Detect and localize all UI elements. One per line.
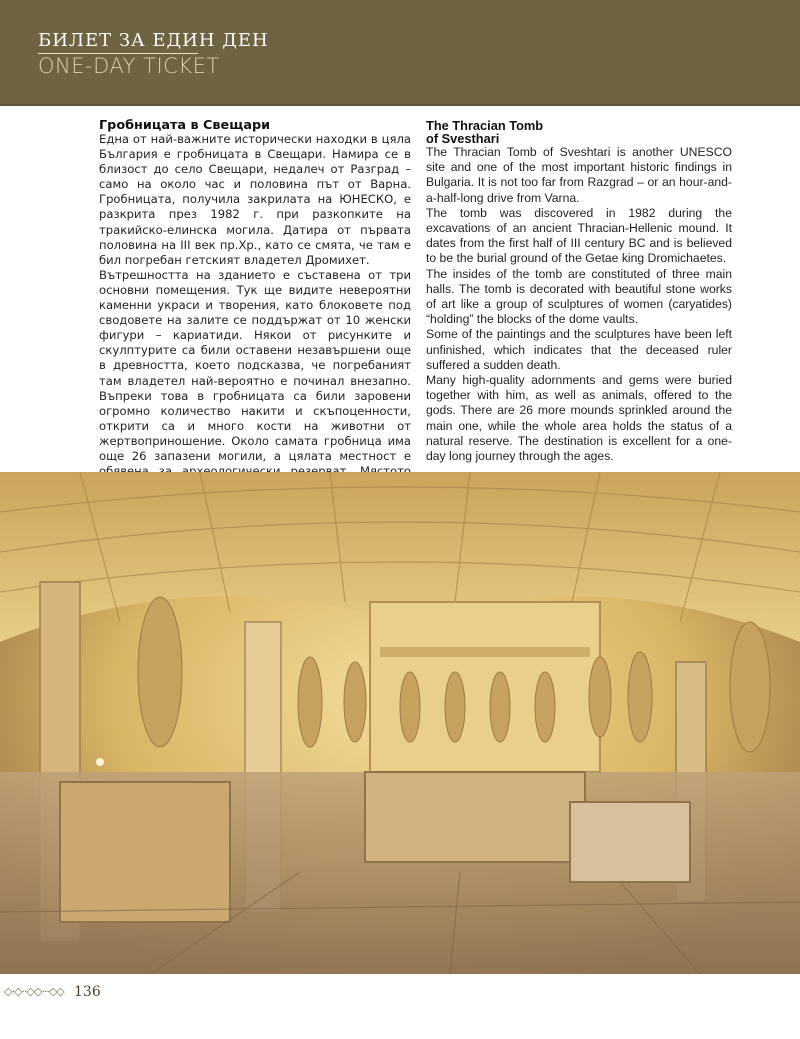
section-header: [0, 0, 800, 104]
heading-line: The Thracian Tomb: [426, 118, 544, 133]
section-title-en: ONE-DAY TICKET: [38, 54, 220, 78]
article-english: [426, 119, 732, 464]
section-title-bg: БИЛЕТ ЗА ЕДИН ДЕН: [38, 30, 269, 51]
article-paragraph: The Thracian Tomb of Sveshtari is another UNESCO site and one of the most important historic findings in Bulgaria. It is not too far from Razgrad – or an hour-and-a-half-long drive from Varna.: [426, 145, 732, 205]
footer-ornament: ◇·◇··◇◇···◇◇: [4, 985, 64, 998]
article-paragraph: The insides of the tomb are constituted of three main halls. The tomb is decorated with beautiful stone works of art like a group of sculptures of women (caryatides) “holding” the blocks of the dome vaults.: [426, 266, 732, 327]
article-paragraph: Many high-quality adornments and gems were buried together with him, as well as animals, offered to the gods. There are 26 more mounds sprinkled around the main one, while the whole area holds the status of a natural reserve. The destination is excellent for a one-day long journey through the ages.: [426, 373, 732, 464]
article-paragraph: Some of the paintings and the sculptures have been left unfinished, which indicates that the deceased ruler suffered a sudden death.: [426, 327, 732, 372]
article-paragraph: The tomb was discovered in 1982 during the excavations of an ancient Thracian-Hellenic mound. It dates from the first half of III century BC and is believed to be the burial ground of the Getae king Dromichaetes.: [426, 205, 732, 266]
article-heading-bg: Гробницата в Свещари: [99, 118, 271, 133]
article-paragraph: Вътрешността на зданието е съставена от три основни помещения. Тук ще видите невероятни каменни украси и творения, като блоковете под сводовете на залите се поддържат от 10 женски фигури – кариатиди. Някои от рисунките и скулптурите са били оставени незавършени още в древността, което подсказва, че погребаният там владетел най-вероятно е починал внезапно. Въпреки това в гробницата са били заровени огромно количество накити и скъпоценности, открити са и много кости на животни от жертвоприношение. Около самата гробница има още 26 запазени могили, а цялата местност е: [99, 267, 411, 463]
header-bottom-rule: [0, 104, 800, 106]
article-bulgarian: [99, 119, 411, 509]
tomb-panorama-illustration: [0, 472, 800, 974]
article-paragraph: Една от най-важните исторически находки в цяла България е гробницата в Свещари. Намира се в близост до село Свещари, недалеч от Разград – само на около час и половина път от Варна. Гробницата, получила закрилата на ЮНЕСКО, е разкрита през 1982 г. при разкопките на тракийско-елинска могила. Датира от първата половина на III век пр.Хр., като се смята, че там е бил погребан гетският владетел Дромихет.: [99, 132, 411, 267]
heading-line: of Svesthari: [426, 131, 500, 146]
tomb-interior-photo: [0, 472, 800, 974]
page-number: 136: [74, 984, 101, 1000]
article-heading-en: [426, 119, 732, 145]
